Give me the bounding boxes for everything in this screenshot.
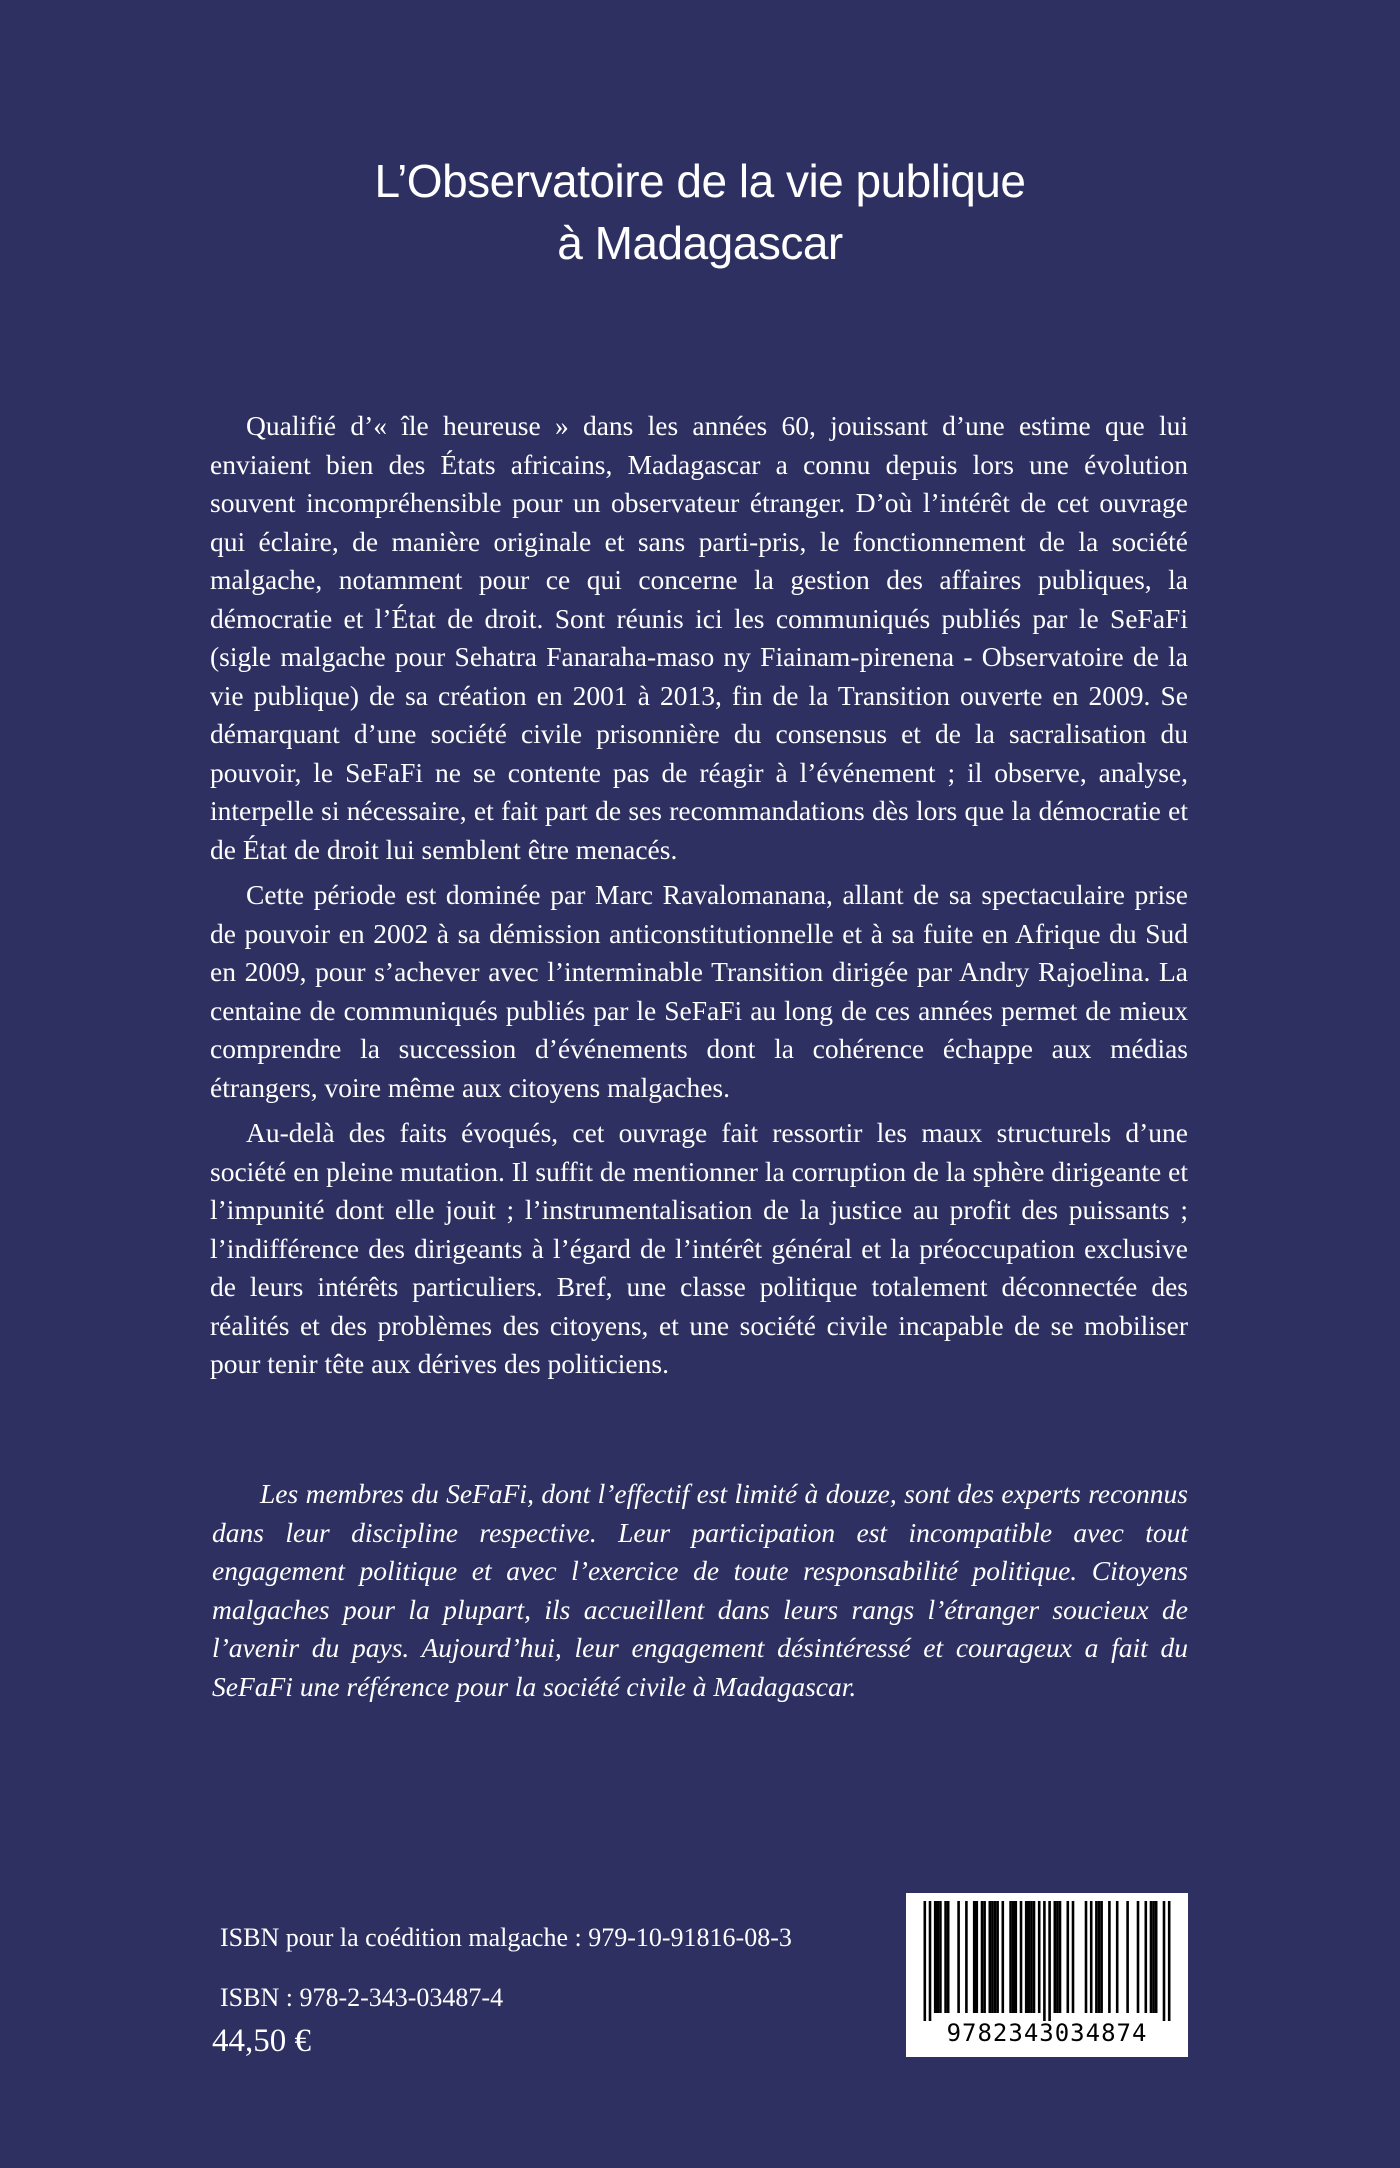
barcode-bar <box>989 1901 992 2013</box>
barcode-bar <box>924 1901 927 2021</box>
barcode-bar <box>1150 1901 1153 2013</box>
title-line-2: à Madagascar <box>557 217 843 269</box>
barcode-bar <box>1020 1901 1023 2013</box>
barcode-bar <box>1025 1901 1028 2013</box>
barcode-bar <box>991 1901 994 2013</box>
barcode-bar <box>1145 1901 1148 2013</box>
barcode-bar <box>929 1901 932 2021</box>
barcode-bars <box>906 1893 1188 2023</box>
blurb-paragraph-1: Qualifié d’« île heureuse » dans les années 60, jouissant d’une estime que lui enviaient bien des États africains, Madagascar a connu depuis lors une évolution souvent incompréhensible pour un observateur étranger. D’où l’intérêt de cet ouvrage qui éclaire, de manière originale et sans parti-pris, le fonctionnement de la société malgache, notamment pour ce qui concerne la gestion des affaires publiques, la démocratie et l’État de droit. Sont réunis ici les communiqués publiés par le SeFaFi (sigle malgache pour Sehatra Fanaraha-maso ny Fiainam-pirenena - Observatoire de la vie publique) de sa création en 2001 à 2013, fin de la Transition ouverte en 2009. Se démarquant d’une société civile prisonnière du consensus et de la sacralisation du pouvoir, le SeFaFi ne se contente pas de réagir à l’événement ; il observe, analyse, interpelle si nécessaire, et fait part de ses recommandations dès lors que la démocratie et de État de droit lui semblent être menacés. <box>210 410 1188 865</box>
barcode-bar <box>1095 1901 1098 2013</box>
barcode-bar <box>1163 1901 1166 2021</box>
barcode-bar <box>976 1901 979 2013</box>
barcode-bar <box>1054 1901 1057 2013</box>
barcode-bar <box>1012 1901 1015 2013</box>
barcode-bar <box>947 1901 950 2013</box>
barcode-bar <box>1030 1901 1033 2013</box>
barcode-bar <box>1168 1901 1171 2021</box>
barcode-bar <box>1009 1901 1012 2013</box>
isbn: ISBN : 978-2-343-03487-4 <box>220 1983 504 2012</box>
barcode-bar <box>1116 1901 1119 2013</box>
barcode-bar <box>1067 1901 1070 2013</box>
barcode-bar <box>1056 1901 1059 2013</box>
members-text: Les membres du SeFaFi, dont l’effectif est limité à douze, sont des experts reconnus dans leur discipline respective. Leur participation est incompatible avec tout engagement politique et avec l’exercice de toute responsabilité politique. Citoyens malgaches pour la plupart, ils accueillent dans leurs rangs l’étranger soucieux de l’avenir du pays. Aujourd’hui, leur engagement désintéressé et courageux a fait du SeFaFi une référence pour la société civile à Madagascar. <box>212 1478 1188 1702</box>
members-note <box>212 1475 1188 1706</box>
blurb-paragraph-3: Au-delà des faits évoqués, cet ouvrage fait ressortir les maux structurels d’une société en pleine mutation. Il suffit de mentionner la corruption de la sphère dirigeante et l’impunité dont elle jouit ; l’instrumentalisation de la justice au profit des puissants ; l’indifférence des dirigeants à l’égard de l’intérêt général et la préoccupation exclusive de leurs intérêts particuliers. Bref, une classe politique totalement déconnectée des réalités et des problèmes des citoyens, et une société civile incapable de se mobiliser pour tenir tête aux dérives des politiciens. <box>210 1117 1188 1379</box>
barcode-bar <box>934 1901 937 2013</box>
barcode-bar <box>983 1901 986 2013</box>
barcode-bar <box>965 1901 968 2013</box>
barcode-bar <box>1043 1901 1046 2021</box>
barcode-bar <box>944 1901 947 2013</box>
barcode-bar <box>1100 1901 1103 2013</box>
barcode-bar <box>957 1901 960 2013</box>
barcode-bar <box>1028 1901 1031 2013</box>
title-line-1: L’Observatoire de la vie publique <box>374 155 1026 207</box>
barcode-bar <box>937 1901 940 2013</box>
barcode-bar <box>994 1901 997 2013</box>
book-title <box>0 150 1400 274</box>
barcode-bar <box>1098 1901 1101 2013</box>
barcode-bar <box>1090 1901 1093 2013</box>
isbn-malagasy-coedition: ISBN pour la coédition malgache : 979-10-91816-08-3 <box>220 1923 792 1952</box>
barcode-bar <box>1059 1901 1062 2013</box>
barcode-bar <box>981 1901 984 2013</box>
barcode-bar <box>1002 1901 1005 2013</box>
barcode-bar <box>1048 1901 1051 2021</box>
barcode-bar <box>1152 1901 1155 2013</box>
blurb-paragraph-2: Cette période est dominée par Marc Ravalomanana, allant de sa spectaculaire prise de pouvoir en 2002 à sa démission anticonstitutionnelle et à sa fuite en Afrique du Sud en 2009, pour s’achever avec l’interminable Transition dirigée par Andry Rajoelina. La centaine de communiqués publiés par le SeFaFi au long de ces années permet de mieux comprendre la succession d’événements dont la cohérence échappe aux médias étrangers, voire même aux citoyens malgaches. <box>210 879 1188 1103</box>
barcode-bar <box>1033 1901 1036 2013</box>
barcode-bar <box>1137 1901 1140 2013</box>
barcode <box>906 1893 1188 2057</box>
barcode-bar <box>1108 1901 1111 2013</box>
barcode-bar <box>1015 1901 1018 2013</box>
barcode-digits: 9782343034874 <box>946 2019 1148 2047</box>
barcode-bar <box>1155 1901 1158 2013</box>
barcode-bar <box>1038 1901 1041 2013</box>
price: 44,50 € <box>212 2023 311 2059</box>
barcode-bar <box>1126 1901 1129 2013</box>
barcode-bar <box>973 1901 976 2013</box>
blurb <box>210 407 1188 1391</box>
barcode-bar <box>1085 1901 1088 2013</box>
barcode-bar <box>939 1901 942 2013</box>
barcode-bar <box>996 1901 999 2013</box>
barcode-bar <box>1072 1901 1075 2013</box>
